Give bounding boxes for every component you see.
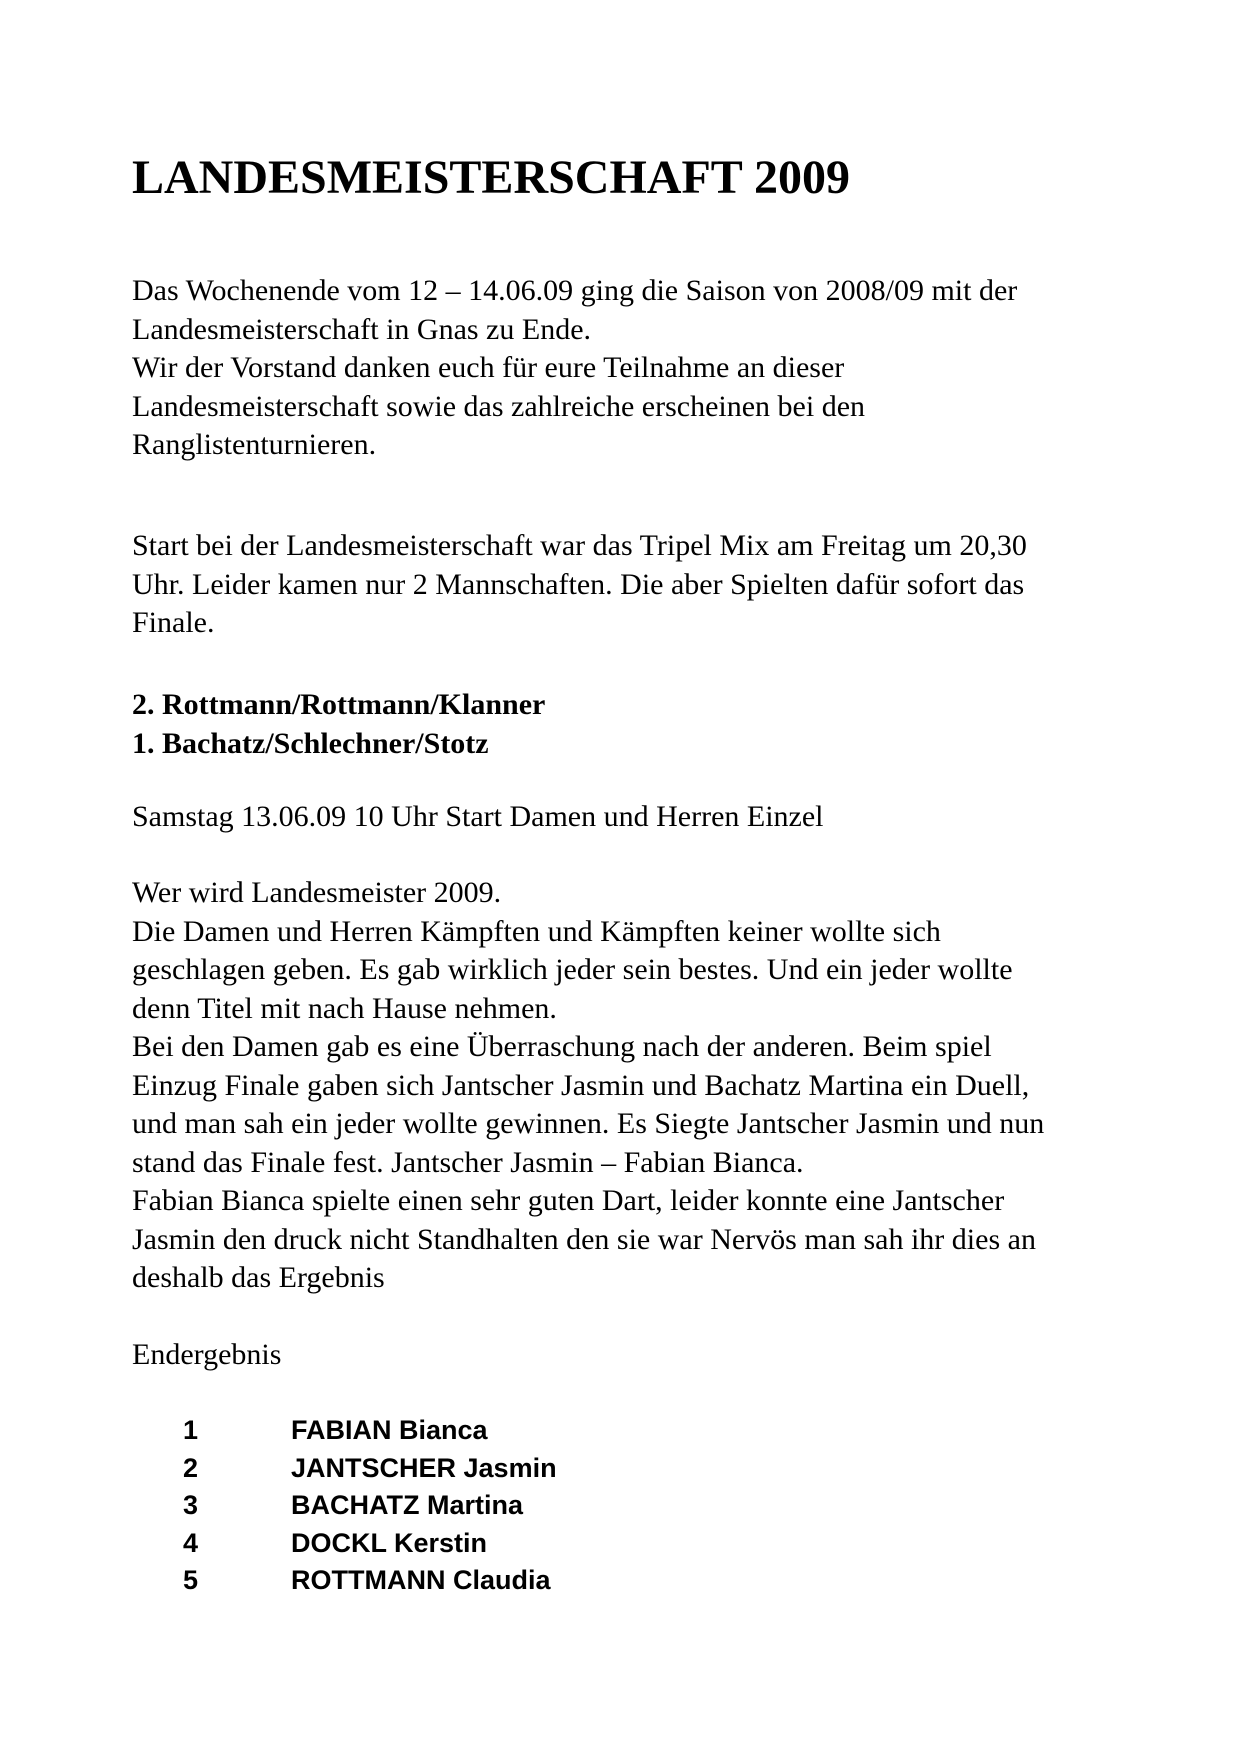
result-rank: 1: [183, 1415, 199, 1445]
result-row: [183, 1412, 557, 1450]
result-row: [183, 1525, 557, 1563]
text-line: Endergebnis: [132, 1338, 282, 1371]
page-title: LANDESMEISTERSCHAFT 2009: [132, 151, 850, 204]
text-line: Das Wochenende vom 12 – 14.06.09 ging die Saison von 2008/09 mit der: [132, 274, 1018, 307]
text-line: Fabian Bianca spielte einen sehr guten Dart, leider konnte eine Jantscher: [132, 1184, 1005, 1217]
tripel-mix-paragraph: [132, 527, 1142, 643]
text-line: Jasmin den druck nicht Standhalten den sie war Nervös man sah ihr dies an: [132, 1222, 1036, 1256]
result-rank: 5: [183, 1565, 199, 1595]
text-line: Samstag 13.06.09 10 Uhr Start Damen und Herren Einzel: [132, 800, 824, 833]
result-rank: 2: [183, 1452, 199, 1483]
text-line: Finale.: [132, 606, 215, 639]
text-line: denn Titel mit nach Hause nehmen.: [132, 991, 557, 1025]
text-line: Wir der Vorstand danken euch für eure Teilnahme an dieser: [132, 351, 845, 384]
text-line: Bei den Damen gab es eine Überraschung nach der anderen. Beim spiel: [132, 1030, 992, 1063]
text-line: Ranglistenturnieren.: [132, 428, 377, 461]
text-line: Einzug Finale gaben sich Jantscher Jasmin und Bachatz Martina ein Duell,: [132, 1068, 1030, 1102]
text-line: Landesmeisterschaft in Gnas zu Ende.: [132, 312, 592, 346]
intro-paragraph: [132, 272, 1142, 465]
result-name: JANTSCHER Jasmin: [291, 1452, 557, 1483]
text-line: Uhr. Leider kamen nur 2 Mannschaften. Die aber Spielten dafür sofort das: [132, 567, 1025, 601]
text-line: deshalb das Ergebnis: [132, 1261, 385, 1294]
result-line: 1. Bachatz/Schlechner/Stotz: [132, 726, 489, 760]
text-line: Start bei der Landesmeisterschaft war das Tripel Mix am Freitag um 20,30: [132, 529, 1027, 562]
result-row: [183, 1487, 557, 1525]
result-name: ROTTMANN Claudia: [291, 1565, 551, 1595]
saturday-schedule: [132, 798, 1142, 837]
text-line: Wer wird Landesmeister 2009.: [132, 876, 502, 909]
result-rank: 4: [183, 1527, 199, 1558]
result-name: FABIAN Bianca: [291, 1415, 488, 1445]
result-row: [183, 1450, 557, 1488]
result-row: [183, 1562, 557, 1600]
text-line: Landesmeisterschaft sowie das zahlreiche erscheinen bei den: [132, 389, 866, 423]
match-report-paragraph: [132, 874, 1142, 1298]
result-name: DOCKL Kerstin: [291, 1527, 488, 1558]
text-line: und man sah ein jeder wollte gewinnen. Es Siegte Jantscher Jasmin und nun: [132, 1107, 1045, 1140]
text-line: stand das Finale fest. Jantscher Jasmin – Fabian Bianca.: [132, 1145, 804, 1179]
result-line: 2. Rottmann/Rottmann/Klanner: [132, 688, 546, 721]
text-line: geschlagen geben. Es gab wirklich jeder sein bestes. Und ein jeder wollte: [132, 953, 1013, 986]
endergebnis-heading: [132, 1336, 1142, 1375]
final-results-list: [183, 1412, 557, 1600]
text-line: Die Damen und Herren Kämpften und Kämpften keiner wollte sich: [132, 914, 941, 948]
result-rank: 3: [183, 1490, 199, 1520]
result-name: BACHATZ Martina: [291, 1490, 523, 1520]
tripel-mix-results: [132, 686, 1142, 763]
